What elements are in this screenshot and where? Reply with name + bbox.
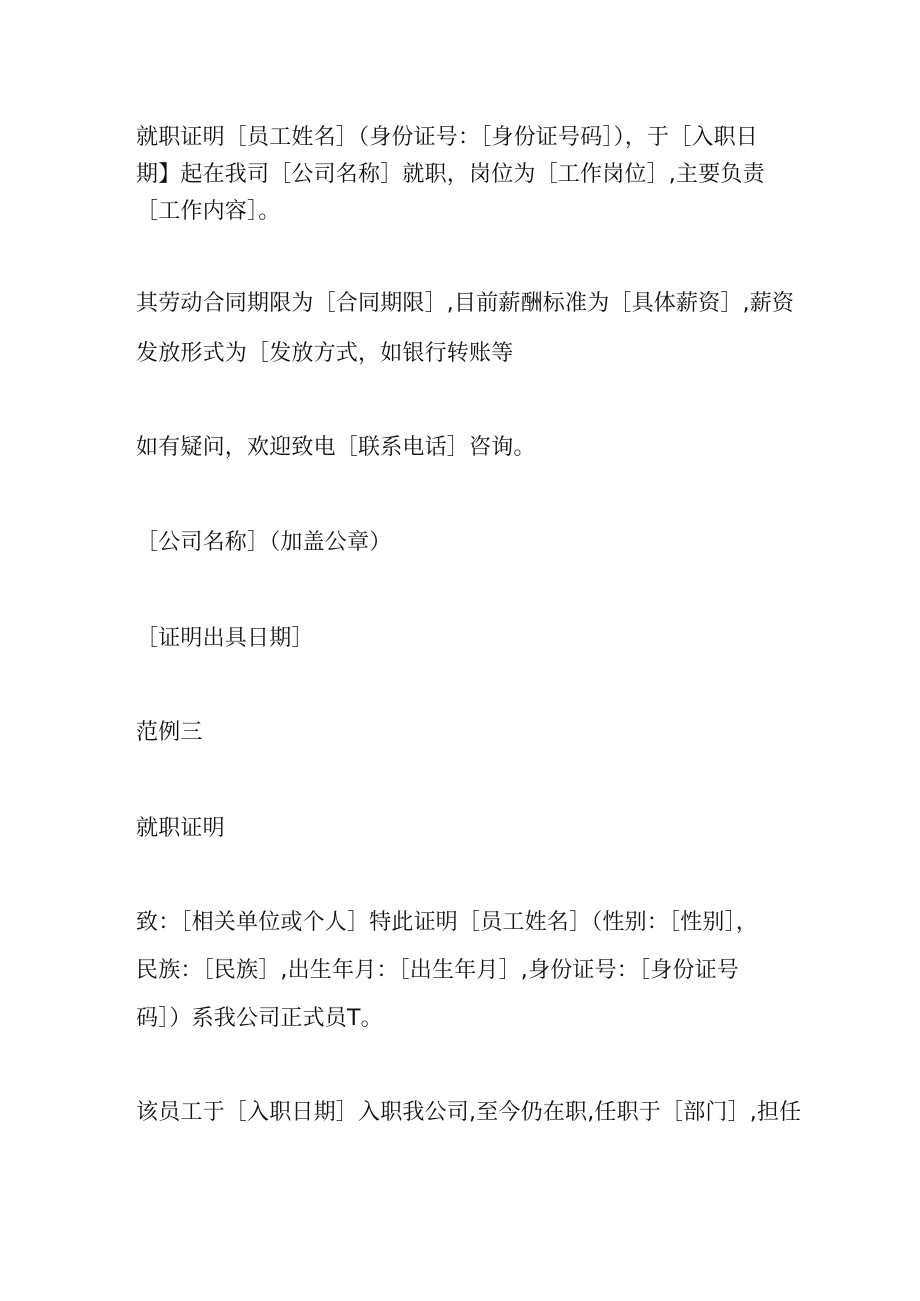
paragraph-line: 如有疑问，欢迎致电［联系电话］咨询。	[136, 435, 536, 460]
paragraph-line: ［工作内容］。	[136, 199, 281, 224]
paragraph-line: 期】起在我司［公司名称］就职，岗位为［工作岗位］,主要负责	[136, 162, 765, 187]
section-heading: 范例三	[136, 720, 203, 745]
certificate-title: 就职证明	[136, 816, 225, 841]
paragraph-line: 发放形式为［发放方式，如银行转账等	[136, 341, 514, 366]
paragraph-line: 该员工于［入职日期］入职我公司,至今仍在职,任职于［部门］,担任	[136, 1100, 802, 1125]
paragraph-line: 其劳动合同期限为［合同期限］,目前薪酬标准为［具体薪资］,薪资	[136, 291, 795, 316]
paragraph-line: 就职证明［员工姓名］（身份证号：［身份证号码］），于［入职日	[136, 125, 759, 150]
company-seal-line: ［公司名称］（加盖公章）	[136, 530, 392, 555]
paragraph-line: 致：［相关单位或个人］特此证明［员工姓名］（性别：［性别］，	[136, 910, 759, 935]
paragraph-line: 民族：［民族］,出生年月：［出生年月］,身份证号：［身份证号	[136, 958, 739, 983]
issue-date-line: ［证明出具日期］	[136, 626, 314, 651]
paragraph-line: 码］）系我公司正式员T。	[136, 1006, 383, 1031]
